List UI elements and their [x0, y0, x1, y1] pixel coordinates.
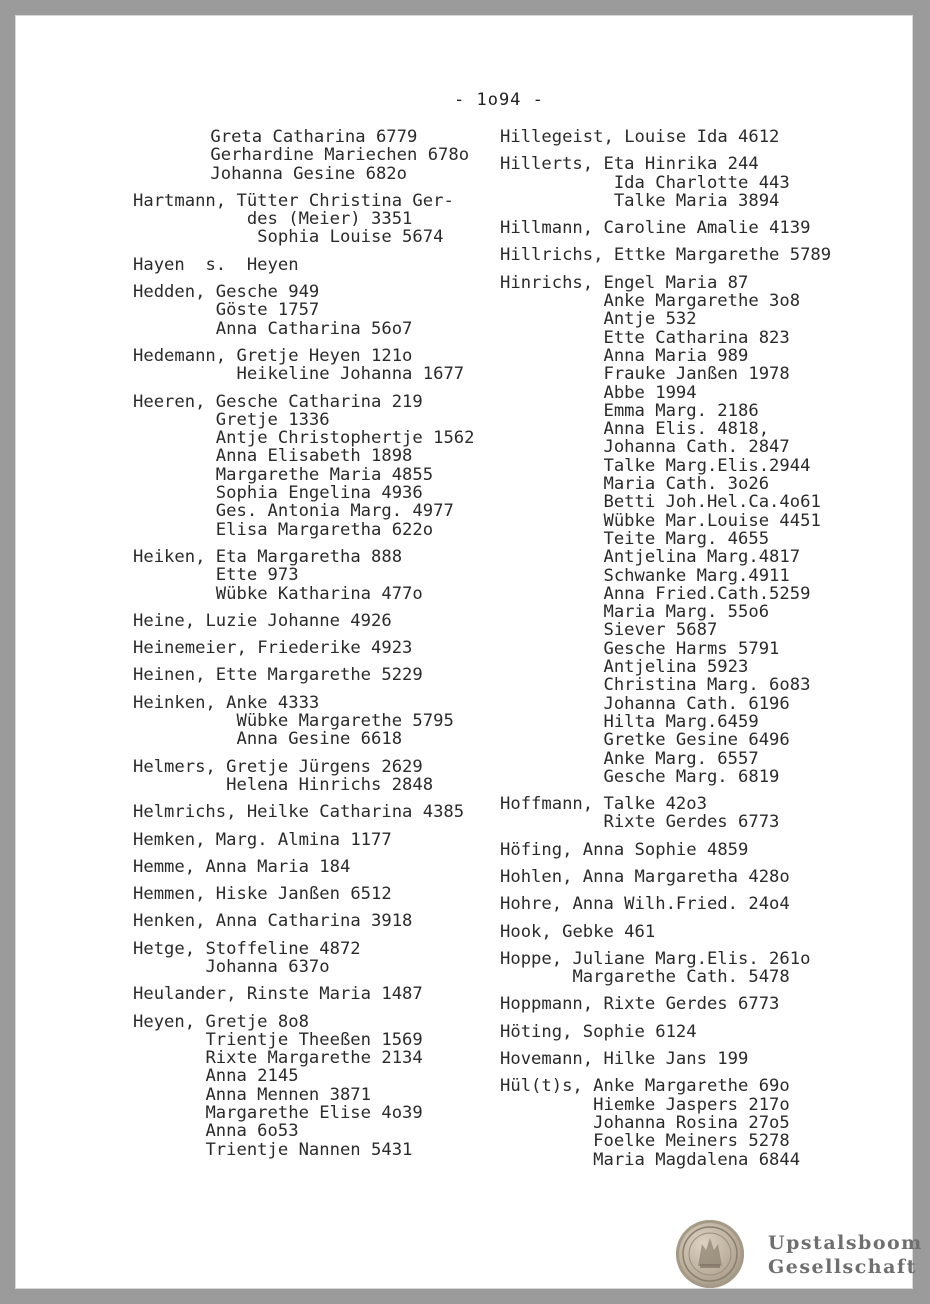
surname: Hemken, [133, 829, 216, 850]
given-name-line: Luzie Johanne 4926 [205, 610, 392, 631]
given-names-list [603, 795, 779, 832]
given-name-line: Ette Catharina 823 [603, 327, 790, 348]
given-name-line: Trientje Theeßen 1569 [205, 1029, 423, 1050]
given-name-line: Talke Marg.Elis.2944 [603, 455, 811, 476]
given-name-line: Sophie 6124 [582, 1021, 697, 1042]
index-entry [133, 1013, 503, 1159]
index-entry [500, 1050, 920, 1068]
given-name-line: des (Meier) 3351 [236, 209, 413, 230]
index-entry [500, 868, 920, 886]
given-name-line: Anna 6o53 [205, 1121, 299, 1142]
given-name-line: Gerhardine Mariechen 678o [210, 145, 470, 166]
surname: Heiken, [133, 546, 216, 567]
surname: Hemme, [133, 856, 206, 877]
given-name-line: Sophia Louise 5674 [236, 227, 444, 248]
given-name-line: Wübke Margarethe 5795 [226, 711, 454, 732]
given-name-line: Gesche Catharina 219 [215, 391, 423, 412]
surname: Höfing, [500, 839, 583, 860]
surname: Hillmann, [500, 218, 604, 239]
given-names-list [583, 868, 790, 886]
given-name-line: Heikeline Johanna 1677 [236, 364, 465, 385]
given-name-line: Anna Gesine 6618 [226, 729, 403, 750]
surname: Hillerts, [500, 154, 604, 175]
surname: Heyen, [133, 1011, 206, 1032]
given-name-line: Anna Maria 989 [603, 345, 749, 366]
surname: Hetge, [133, 938, 206, 959]
given-names-list [624, 128, 779, 146]
given-name-line: Anke Marg. 6557 [603, 748, 759, 769]
given-name-line: Gretke Gesine 6496 [603, 730, 790, 751]
index-entry [500, 795, 920, 832]
index-entry [133, 940, 503, 977]
given-names-list [216, 393, 475, 539]
given-names-list [583, 841, 749, 859]
index-entry [500, 950, 920, 987]
surname: Heulander, [133, 984, 247, 1005]
given-name-line: Siever 5687 [603, 620, 718, 641]
surname: Hohre, [500, 894, 573, 915]
given-name-line: Johanna Rosina 27o5 [593, 1112, 790, 1133]
index-entry [133, 128, 503, 183]
index-entry [133, 639, 503, 657]
given-names-list [562, 923, 655, 941]
surname: Hillrichs, [500, 245, 614, 266]
index-entry [133, 885, 503, 903]
given-name-line: Emma Marg. 2186 [603, 400, 759, 421]
upstalsboom-logo [676, 1220, 923, 1290]
given-name-line: Gretje Jürgens 2629 [226, 756, 423, 777]
given-name-line: Hilke Jans 199 [603, 1049, 749, 1070]
surname: Hinrichs, [500, 272, 604, 293]
given-names-list [205, 1013, 422, 1159]
index-entry [133, 831, 503, 849]
given-name-line: Marg. Almina 1177 [215, 829, 392, 850]
given-name-line: Anna Mennen 3871 [205, 1084, 372, 1105]
surname: Heinken, [133, 692, 227, 713]
given-names-list [216, 885, 392, 903]
surname: Hohlen, [500, 866, 583, 887]
surname: Heinemeier, [133, 638, 258, 659]
given-name-line: Margarethe Elise 4o39 [205, 1103, 423, 1124]
given-name-line: Anna Catharina 3918 [215, 911, 413, 932]
given-name-line: Friederike 4923 [257, 638, 413, 659]
index-entry [133, 694, 503, 749]
logo-line2: Gesellschaft [768, 1256, 917, 1278]
index-entry [133, 548, 503, 603]
given-name-line: Juliane Marg.Elis. 261o [572, 948, 811, 969]
given-name-line: Anna Sophie 4859 [582, 839, 749, 860]
given-names-list [216, 666, 423, 684]
index-entry [133, 612, 503, 630]
surname: Heinen, [133, 665, 216, 686]
given-name-line: Anke Margarethe 3o8 [603, 291, 801, 312]
given-names-list [603, 1050, 748, 1068]
surname: Hül(t)s, [500, 1076, 594, 1097]
index-entry [500, 1077, 920, 1168]
index-entry [133, 758, 503, 795]
given-name-line: Göste 1757 [215, 300, 320, 321]
surname: Hoffmann, [500, 794, 604, 815]
given-name-line: Johanna Gesine 682o [210, 163, 407, 184]
given-name-line: Heilke Catharina 4385 [246, 802, 465, 823]
given-names-list [226, 758, 433, 795]
given-name-line: Anna Margaretha 428o [582, 866, 790, 887]
left-column [133, 128, 503, 1159]
given-name-line: Talke Maria 3894 [603, 190, 780, 211]
given-name-line: Antje 532 [603, 309, 697, 330]
given-names-list [205, 858, 350, 876]
surname: Helmrichs, [133, 802, 247, 823]
index-entry [500, 841, 920, 859]
index-entry [500, 895, 920, 913]
surname: Hovemann, [500, 1049, 604, 1070]
surname: Hillegeist, [500, 127, 625, 147]
given-name-line: Anna Wilh.Fried. 24o4 [572, 894, 790, 915]
document-page [16, 16, 923, 1288]
surname: Helmers, [133, 756, 227, 777]
given-names-list [216, 283, 413, 338]
surname: Heine, [133, 610, 206, 631]
given-name-line: Gretje 1336 [215, 409, 330, 430]
given-name-line: Ettke Margarethe 5789 [613, 245, 832, 266]
given-name-line: Gebke 461 [562, 921, 656, 942]
given-name-line: Rinste Maria 1487 [246, 984, 423, 1005]
given-name-line: Hiemke Jaspers 217o [593, 1094, 790, 1115]
given-names-list [603, 274, 820, 786]
given-names-list [257, 639, 412, 657]
given-names-list [614, 246, 831, 264]
given-name-line: Johanna Cath. 2847 [603, 437, 790, 458]
given-name-line: Rixte Margarethe 2134 [205, 1048, 423, 1069]
given-name-line: Margarethe Cath. 5478 [572, 967, 790, 988]
given-name-line: Wübke Katharina 477o [215, 583, 423, 604]
index-entry [133, 912, 503, 930]
given-name-line: Anna Catharina 56o7 [215, 318, 413, 339]
given-name-line: Gesche Marg. 6819 [603, 766, 780, 787]
index-entry [500, 995, 920, 1013]
given-names-list [226, 694, 454, 749]
given-name-line: Wübke Mar.Louise 4451 [603, 510, 821, 531]
given-name-line: Talke 42o3 [603, 794, 707, 815]
given-name-line: Gesche 949 [215, 282, 320, 303]
given-name-line: Antjelina 5923 [603, 657, 749, 678]
right-column [500, 128, 920, 1169]
surname: Hook, [500, 921, 563, 942]
given-names-list [216, 912, 413, 930]
given-name-line: Rixte Gerdes 6773 [603, 812, 780, 833]
given-name-line: Ida Charlotte 443 [603, 172, 790, 193]
index-entry [133, 666, 503, 684]
given-names-list [603, 155, 789, 210]
surname: Hedden, [133, 282, 216, 303]
given-name-line: Greta Catharina 6779 [210, 127, 418, 147]
given-names-list [236, 192, 453, 247]
given-name-line: Maria Cath. 3o26 [603, 474, 770, 495]
given-name-line: Antjelina Marg.4817 [603, 547, 801, 568]
surname: Hayen [133, 254, 206, 275]
given-name-line: Gretje 8o8 [205, 1011, 309, 1032]
given-name-line: Foelke Meiners 5278 [593, 1131, 790, 1152]
index-entry [500, 219, 920, 237]
surname: Hoppmann, [500, 994, 604, 1015]
given-name-line: Rixte Gerdes 6773 [603, 994, 780, 1015]
given-name-line: Elisa Margaretha 622o [215, 519, 434, 540]
given-name-line: Caroline Amalie 4139 [603, 218, 811, 239]
given-name-line: Antje Christophertje 1562 [215, 428, 475, 449]
given-names-list [247, 985, 423, 1003]
given-name-line: Tütter Christina Ger- [236, 190, 454, 211]
surname: Henken, [133, 911, 216, 932]
given-name-line: Schwanke Marg.4911 [603, 565, 790, 586]
given-name-line: Frauke Janßen 1978 [603, 364, 790, 385]
given-name-line: Maria Magdalena 6844 [593, 1149, 801, 1170]
index-entry [133, 192, 503, 247]
given-name-line: Johanna Cath. 6196 [603, 693, 790, 714]
given-name-line: Anna Fried.Cath.5259 [603, 583, 811, 604]
seal-icon [676, 1220, 744, 1288]
given-name-line: Anna Elisabeth 1898 [215, 446, 413, 467]
index-entry [133, 858, 503, 876]
given-name-line: Ges. Antonia Marg. 4977 [215, 501, 454, 522]
given-names-list [216, 548, 423, 603]
given-names-list [603, 219, 810, 237]
given-name-line: Louise Ida 4612 [624, 127, 780, 147]
surname: Hartmann, [133, 190, 237, 211]
index-entry [133, 985, 503, 1003]
given-names-list [593, 1077, 800, 1168]
given-name-line: Johanna 637o [205, 956, 330, 977]
given-name-line: Ette Margarethe 5229 [215, 665, 423, 686]
given-names-list [572, 895, 789, 913]
given-name-line: Gesche Harms 5791 [603, 638, 780, 659]
given-names-list [583, 1023, 697, 1041]
given-name-line: Ette 973 [215, 565, 299, 586]
index-entry [133, 256, 503, 274]
given-name-line: Stoffeline 4872 [205, 938, 361, 959]
given-names-list [236, 347, 464, 384]
index-entry [500, 246, 920, 264]
page-number: - 1o94 - [454, 90, 544, 110]
given-name-line: Abbe 1994 [603, 382, 697, 403]
given-name-line: Gretje Heyen 121o [236, 345, 413, 366]
index-entry [133, 283, 503, 338]
given-name-line: Engel Maria 87 [603, 272, 749, 293]
given-name-line: Eta Margaretha 888 [215, 546, 403, 567]
surname: Heeren, [133, 391, 216, 412]
index-entry [133, 393, 503, 539]
given-name-line: Anke 4333 [226, 692, 320, 713]
given-name-line: Maria Marg. 55o6 [603, 602, 770, 623]
index-entry [133, 347, 503, 384]
given-names-list [216, 831, 392, 849]
index-entry [133, 803, 503, 821]
surname: Hedemann, [133, 345, 237, 366]
given-name-line: Hilta Marg.6459 [603, 711, 759, 732]
given-names-list [205, 256, 298, 274]
given-name-line: Anna Elis. 4818, [603, 419, 770, 440]
index-entry [500, 274, 920, 786]
given-name-line: Margarethe Maria 4855 [215, 464, 434, 485]
given-name-line: Sophia Engelina 4936 [215, 483, 423, 504]
given-name-line: Eta Hinrika 244 [603, 154, 759, 175]
given-names-list [210, 128, 469, 183]
given-names-list [603, 995, 779, 1013]
given-name-line: Christina Marg. 6o83 [603, 675, 811, 696]
given-names-list [205, 612, 391, 630]
index-entry [500, 128, 920, 146]
surname: Hemmen, [133, 884, 216, 905]
surname: Hoppe, [500, 948, 573, 969]
index-entry [500, 155, 920, 210]
given-name-line: s. Heyen [205, 254, 299, 275]
given-name-line: Trientje Nannen 5431 [205, 1139, 413, 1160]
given-name-line: Betti Joh.Hel.Ca.4o61 [603, 492, 821, 513]
given-name-line: Teite Marg. 4655 [603, 528, 770, 549]
given-name-line: Helena Hinrichs 2848 [226, 774, 434, 795]
given-name-line: Anke Margarethe 69o [593, 1076, 790, 1097]
given-names-list [247, 803, 464, 821]
index-entry [500, 923, 920, 941]
given-names-list [572, 950, 810, 987]
given-name-line: Hiske Janßen 6512 [215, 884, 392, 905]
given-name-line: Anna Maria 184 [205, 856, 351, 877]
surname [133, 128, 210, 183]
logo-line1: Upstalsboom [768, 1232, 923, 1254]
index-entry [500, 1023, 920, 1041]
given-names-list [205, 940, 360, 977]
surname: Höting, [500, 1021, 583, 1042]
given-name-line: Anna 2145 [205, 1066, 299, 1087]
